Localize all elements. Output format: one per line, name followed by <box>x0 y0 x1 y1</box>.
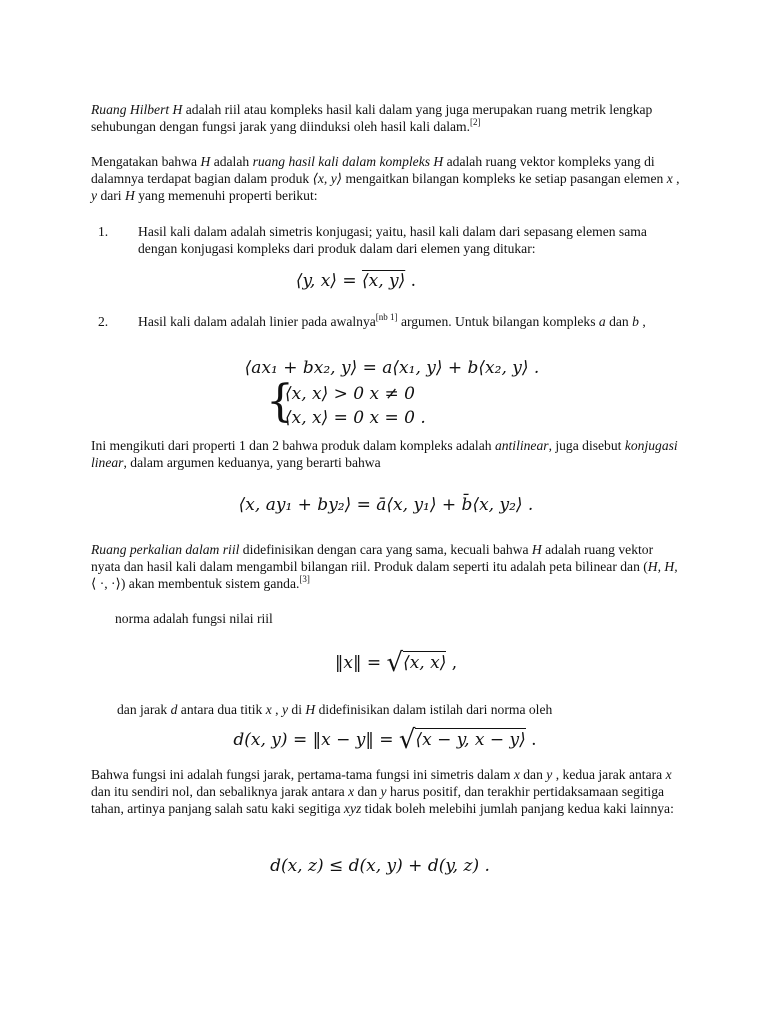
paragraph-norm: norma adalah fungsi nilai riil <box>115 611 273 626</box>
term-hilbert-space: Ruang Hilbert H <box>91 102 183 117</box>
equation-triangle-inequality: d(x, z) ≤ d(x, y) + d(y, z) . <box>270 856 490 876</box>
citation-3[interactable]: [3] <box>299 574 310 584</box>
equation-distance: d(x, y) = ‖x − y‖ = √⟨x − y, x − y⟩ . <box>233 725 537 755</box>
term-antilinear: antilinear <box>494 438 549 453</box>
list-number: 1. <box>98 224 109 239</box>
equation-positivity-1: ⟨x, x⟩ > 0 x ≠ 0 <box>285 384 415 404</box>
equation-positivity-2: ⟨x, x⟩ = 0 x = 0 . <box>285 408 426 428</box>
paragraph-antilinear: Ini mengikuti dari properti 1 dan 2 bahwa produk dalam kompleks adalah antilinear, juga disebut konjugasi linear, dalam argumen keduanya, yang berarti bahwa <box>91 438 678 470</box>
list-item-2: 2. Hasil kali dalam adalah linier pada awalnya[nb 1] argumen. Untuk bilangan kompleks a dan b , <box>98 312 646 329</box>
paragraph-real-inner-product: Ruang perkalian dalam riil didefinisikan dengan cara yang sama, kecuali bahwa H adalah ruang vektor nyata dan hasil kali dalam mengambil bilangan riil. Produk dalam seperti itu adalah peta bilinear dan (H, H, ⟨ ·, ·⟩) akan membentuk sistem ganda.[3] <box>91 542 678 591</box>
paragraph-hilbert-definition: Ruang Hilbert H adalah riil atau kompleks hasil kali dalam yang juga merupakan ruang metrik lengkap sehubungan dengan fungsi jarak yang diinduksi oleh hasil kali dalam.[2] <box>91 102 653 134</box>
citation-2[interactable]: [2] <box>470 117 481 127</box>
brace-symbol: { <box>266 376 294 427</box>
paragraph-distance: dan jarak d antara dua titik x , y di H didefinisikan dalam istilah dari norma oleh <box>117 702 553 717</box>
equation-conjugate-symmetry: ⟨y, x⟩ = ⟨x, y⟩ . <box>295 271 417 291</box>
paragraph-complex-inner-product: Mengatakan bahwa H adalah ruang hasil kali dalam kompleks H adalah ruang vektor kompleks yang di dalamnya terdapat bagian dalam produk ⟨x, y⟩ mengaitkan bilangan kompleks ke setiap pasangan elemen x , y dari H yang memenuhi properti berikut: <box>91 154 680 203</box>
list-number: 2. <box>98 314 109 329</box>
term-complex-inner-product-space: ruang hasil kali dalam kompleks H <box>252 154 444 169</box>
equation-norm: ‖x‖ = √⟨x, x⟩ , <box>334 648 458 678</box>
equation-linearity: ⟨ax₁ + bx₂, y⟩ = a⟨x₁, y⟩ + b⟨x₂, y⟩ . <box>244 358 540 378</box>
term-conjugate-linear: konjugasi linear <box>91 438 678 470</box>
equation-antilinearity: ⟨x, ay₁ + by₂⟩ = ā⟨x, y₁⟩ + b̄⟨x, y₂⟩ . <box>238 495 534 515</box>
sqrt-sign: √ <box>398 725 416 755</box>
term-real-inner-product-space: Ruang perkalian dalam riil <box>91 542 240 557</box>
sqrt-sign: √ <box>386 648 404 678</box>
citation-nb1[interactable]: [nb 1] <box>375 312 398 322</box>
list-item-1: 1. Hasil kali dalam adalah simetris konjugasi; yaitu, hasil kali dalam dari sepasang elemen sama dengan konjugasi kompleks dari produk dalam dari elemen yang ditukar: <box>98 224 647 256</box>
paragraph-metric-properties: Bahwa fungsi ini adalah fungsi jarak, pertama-tama fungsi ini simetris dalam x dan y , kedua jarak antara x dan itu sendiri nol, dan sebaliknya jarak antara x dan y harus positif, dan terakhir pertidaksamaan segitiga tahan, artinya panjang salah satu kaki segitiga xyz tidak boleh melebihi jumlah panjang kedua kaki lainnya: <box>91 767 674 816</box>
